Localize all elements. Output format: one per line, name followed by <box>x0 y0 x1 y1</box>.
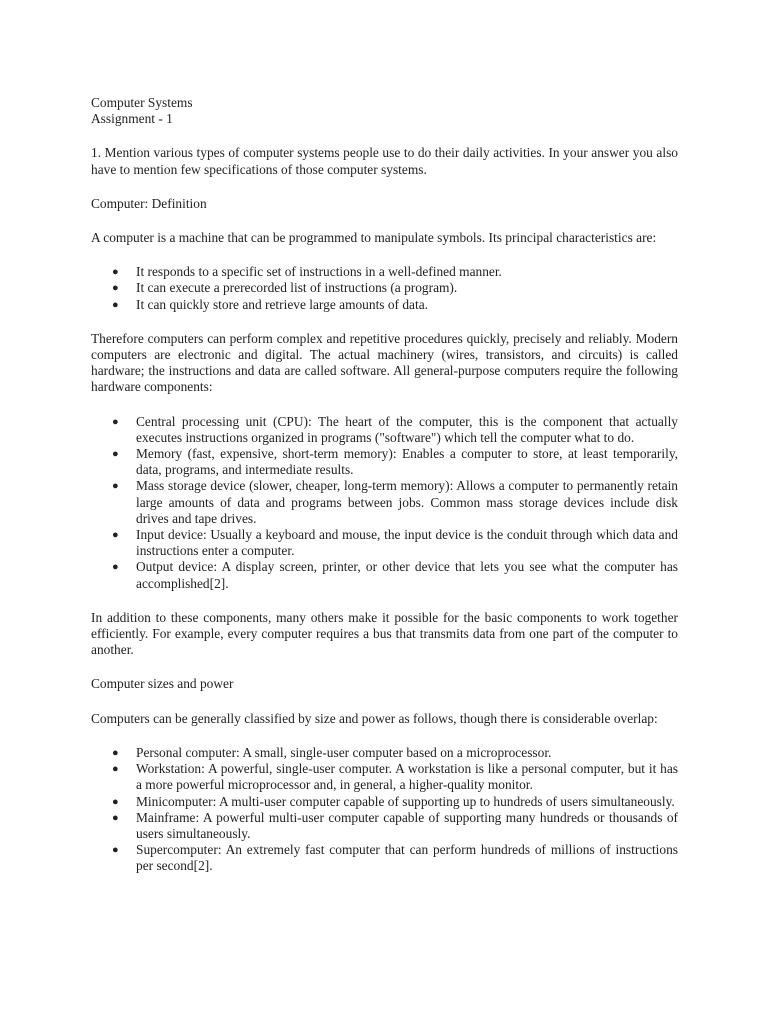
list-item-text: Central processing unit (CPU): The heart of the computer, this is the component that actually executes instructions organized in programs ("software") which tell the computer what to do. <box>136 413 678 445</box>
list-item-text: Input device: Usually a keyboard and mouse, the input device is the conduit through which data and instructions enter a computer. <box>136 527 678 559</box>
document-page <box>91 95 678 893</box>
list-item-text: Output device: A display screen, printer, or other device that lets you see what the computer has accomplished[2]. <box>136 559 678 591</box>
bullet-icon: ● <box>112 298 119 311</box>
bullet-icon: ● <box>112 415 119 428</box>
list-item-text: Minicomputer: A multi-user computer capable of supporting up to hundreds of users simultaneously. <box>136 793 675 809</box>
bullet-icon: ● <box>112 448 119 461</box>
list-item <box>91 745 678 761</box>
bullet-icon: ● <box>112 480 119 493</box>
list-item <box>91 527 678 559</box>
definition-intro: A computer is a machine that can be programmed to manipulate symbols. Its principal characteristics are: <box>91 230 657 246</box>
sizes-heading: Computer sizes and power <box>91 676 234 692</box>
list-item <box>91 761 678 793</box>
question-text: 1. Mention various types of computer systems people use to do their daily activities. In your answer you also have to mention few specifications of those computer systems. <box>91 145 678 177</box>
list-item <box>91 297 678 313</box>
list-item <box>91 810 678 842</box>
document-header <box>91 95 678 127</box>
list-item <box>91 559 678 591</box>
definition-heading: Computer: Definition <box>91 195 207 211</box>
therefore-paragraph: Therefore computers can perform complex and repetitive procedures quickly, precisely and reliably. Modern computers are electronic and digital. The actual machinery (wires, transistors, and circuits) is called hardware; the instructions and data are called software. All general-purpose computers require the following hardware components: <box>91 330 678 395</box>
list-item-text: Mainframe: A powerful multi-user computer capable of supporting many hundreds or thousands of users simultaneously. <box>136 809 678 841</box>
list-item <box>91 264 678 280</box>
list-item <box>91 842 678 874</box>
bullet-icon: ● <box>112 746 119 759</box>
bullet-icon: ● <box>112 282 119 295</box>
course-title: Computer Systems <box>91 95 193 110</box>
bullet-icon: ● <box>112 763 119 776</box>
list-item-text: Memory (fast, expensive, short-term memory): Enables a computer to store, at least temporarily, data, programs, and intermediate results. <box>136 446 678 478</box>
bullet-icon: ● <box>112 844 119 857</box>
sizes-intro: Computers can be generally classified by size and power as follows, though there is considerable overlap: <box>91 710 658 726</box>
list-item <box>91 414 678 446</box>
bullet-icon: ● <box>112 795 119 808</box>
characteristics-list <box>91 264 678 313</box>
list-item-text: Mass storage device (slower, cheaper, long-term memory): Allows a computer to permanently retain large amounts of data and programs between jobs. Common mass storage devices include disk drives and tape drives. <box>136 478 678 526</box>
list-item <box>91 478 678 527</box>
list-item-text: It can quickly store and retrieve large amounts of data. <box>136 296 429 312</box>
list-item <box>91 794 678 810</box>
bullet-icon: ● <box>112 266 119 279</box>
list-item-text: Personal computer: A small, single-user computer based on a microprocessor. <box>136 744 552 760</box>
sizes-list <box>91 745 678 875</box>
list-item-text: It responds to a specific set of instructions in a well-defined manner. <box>136 264 502 280</box>
list-item-text: Supercomputer: An extremely fast computer that can perform hundreds of millions of instructions per second[2]. <box>136 842 678 874</box>
components-list <box>91 414 678 592</box>
assignment-title: Assignment - 1 <box>91 111 173 127</box>
bullet-icon: ● <box>112 811 119 824</box>
bullet-icon: ● <box>112 529 119 542</box>
list-item-text: Workstation: A powerful, single-user computer. A workstation is like a personal computer, but it has a more powerful microprocessor and, in general, a higher-quality monitor. <box>136 761 678 793</box>
addition-paragraph: In addition to these components, many others make it possible for the basic components to work together efficiently. For example, every computer requires a bus that transmits data from one part of the computer to another. <box>91 609 678 658</box>
list-item <box>91 280 678 296</box>
list-item-text: It can execute a prerecorded list of instructions (a program). <box>136 280 458 296</box>
list-item <box>91 446 678 478</box>
bullet-icon: ● <box>112 561 119 574</box>
